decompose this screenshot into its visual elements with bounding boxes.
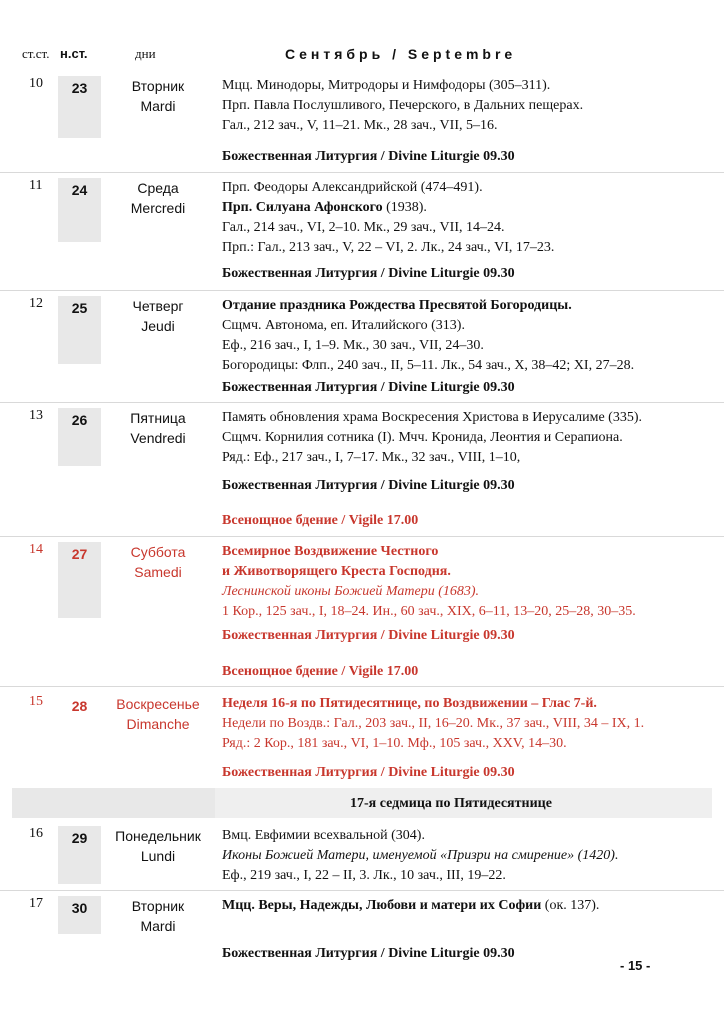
page-number: - 15 - [620,958,651,973]
saint-year: (1938). [382,200,427,215]
weekday [108,826,208,866]
week-title: 17-я седмица по Пятидесятнице [350,796,552,811]
saint-line: Сщмч. Автонома, еп. Италийского (313). [222,318,465,333]
weekday-fr: Jeudi [141,318,175,334]
saint-line: Сщмч. Корнилия сотника (I). Мчч. Кронида, Леонтия и Серапиона. [222,430,623,445]
icon-commemoration: Иконы Божией Матери, именуемой «Призри на смирение» (1420). [222,848,619,863]
old-date: 11 [29,178,43,193]
saint-name-bold: Прп. Силуана Афонского [222,200,383,215]
new-style-header: н.ст. [60,46,88,61]
weekday-fr: Mercredi [130,200,186,216]
row-divider [0,402,724,403]
new-date: 27 [58,542,101,618]
service-line: Божественная Литургия / Divine Liturgie 09.30 [222,946,515,961]
weekday-ru: Вторник [131,898,185,914]
service-line: Божественная Литургия / Divine Liturgie 09.30 [222,266,515,281]
weekday-ru: Понедельник [115,828,201,844]
feast-title: и Животворящего Креста Господня. [222,564,451,579]
reading-line: Ряд.: 2 Кор., 181 зач., VI, 1–10. Мф., 105 зач., XXV, 14–30. [222,736,567,751]
entry-text [222,896,722,916]
weekday-fr: Mardi [140,98,176,114]
saint-name-bold: Мцц. Веры, Надежды, Любови и матери их Софии [222,898,542,913]
new-date: 30 [58,896,101,934]
table-header [0,46,724,64]
weekday [108,896,208,936]
feast-line: Отдание праздника Рождества Пресвятой Богородицы. [222,298,572,313]
sunday-title: Неделя 16-я по Пятидесятнице, по Воздвижении – Глас 7-й. [222,696,597,711]
new-date: 24 [58,178,101,242]
weekday-ru: Воскресенье [116,696,200,712]
new-date: 25 [58,296,101,364]
weekday [108,76,208,116]
weekday [108,296,208,336]
row-divider [0,686,724,687]
weekday-fr: Dimanche [126,716,190,732]
old-date: 14 [29,542,43,557]
weekday-ru: Пятница [130,410,186,426]
reading-line: Гал., 212 зач., V, 11–21. Мк., 28 зач., VII, 5–16. [222,118,498,133]
entry-text [222,408,722,468]
weekday [108,542,208,582]
new-date: 29 [58,826,101,884]
vigil-line: Всенощное бдение / Vigile 17.00 [222,664,419,679]
icon-commemoration: Леснинской иконы Божией Матери (1683). [222,584,480,599]
old-date: 10 [29,76,43,91]
new-date: 23 [58,76,101,138]
reading-line: Еф., 216 зач., I, 1–9. Мк., 30 зач., VII, 24–30. [222,338,484,353]
feast-title: Всемирное Воздвижение Честного [222,544,439,559]
old-date: 12 [29,296,43,311]
reading-line: Гал., 214 зач., VI, 2–10. Мк., 29 зач., VII, 14–24. [222,220,505,235]
row-divider [0,290,724,291]
old-date: 13 [29,408,43,423]
entry-text [222,76,722,136]
weekday [108,694,208,734]
saint-line [222,896,722,916]
old-date: 15 [29,694,43,709]
saint-line: Мцц. Минодоры, Митродоры и Нимфодоры (305–311). [222,78,551,93]
entry-text [222,296,722,376]
row-divider [0,172,724,173]
weekday-ru: Четверг [132,298,184,314]
saint-year: (ок. 137). [541,898,600,913]
weekday-fr: Samedi [134,564,182,580]
month-title: Сентябрь / Septembre [285,46,517,62]
days-header: дни [135,46,156,61]
saint-line: Вмц. Евфимии всехвальной (304). [222,828,425,843]
entry-text [222,694,722,754]
service-line: Божественная Литургия / Divine Liturgie 09.30 [222,380,515,395]
weekday-ru: Среда [137,180,179,196]
weekday-ru: Вторник [131,78,185,94]
saint-line: Память обновления храма Воскресения Христова в Иерусалиме (335). [222,410,643,425]
reading-line: Еф., 219 зач., I, 22 – II, 3. Лк., 10 зач., III, 19–22. [222,868,506,883]
vigil-line: Всенощное бдение / Vigile 17.00 [222,513,419,528]
service-line: Божественная Литургия / Divine Liturgie 09.30 [222,628,515,643]
old-date: 16 [29,826,43,841]
reading-line: Богородицы: Флп., 240 зач., II, 5–11. Лк., 54 зач., X, 38–42; XI, 27–28. [222,358,635,373]
reading-line: Недели по Воздв.: Гал., 203 зач., II, 16–20. Мк., 37 зач., VIII, 34 – IX, 1. [222,716,645,731]
new-date: 26 [58,408,101,466]
service-line: Божественная Литургия / Divine Liturgie 09.30 [222,478,515,493]
reading-line: 1 Кор., 125 зач., I, 18–24. Ин., 60 зач., XIX, 6–11, 13–20, 25–28, 30–35. [222,604,636,619]
entry-text [222,542,722,622]
weekday [108,178,208,218]
saint-line [222,198,722,218]
row-divider [0,890,724,891]
reading-line: Ряд.: Еф., 217 зач., I, 7–17. Мк., 32 зач., VIII, 1–10, [222,450,521,465]
reading-line: Прп.: Гал., 213 зач., V, 22 – VI, 2. Лк., 24 зач., VI, 17–23. [222,240,555,255]
weekday-ru: Суббота [130,544,186,560]
saint-line: Прп. Феодоры Александрийской (474–491). [222,180,483,195]
entry-text [222,178,722,258]
weekday [108,408,208,448]
weekday-fr: Mardi [140,918,176,934]
service-line: Божественная Литургия / Divine Liturgie 09.30 [222,149,515,164]
entry-text [222,826,722,886]
old-style-header: ст.ст. [22,46,50,61]
row-divider [0,536,724,537]
old-date: 17 [29,896,43,911]
service-line: Божественная Литургия / Divine Liturgie 09.30 [222,765,515,780]
weekday-fr: Vendredi [130,430,186,446]
saint-line: Прп. Павла Послушливого, Печерского, в Дальних пещерах. [222,98,584,113]
weekday-fr: Lundi [140,848,176,864]
new-date: 28 [71,698,88,714]
